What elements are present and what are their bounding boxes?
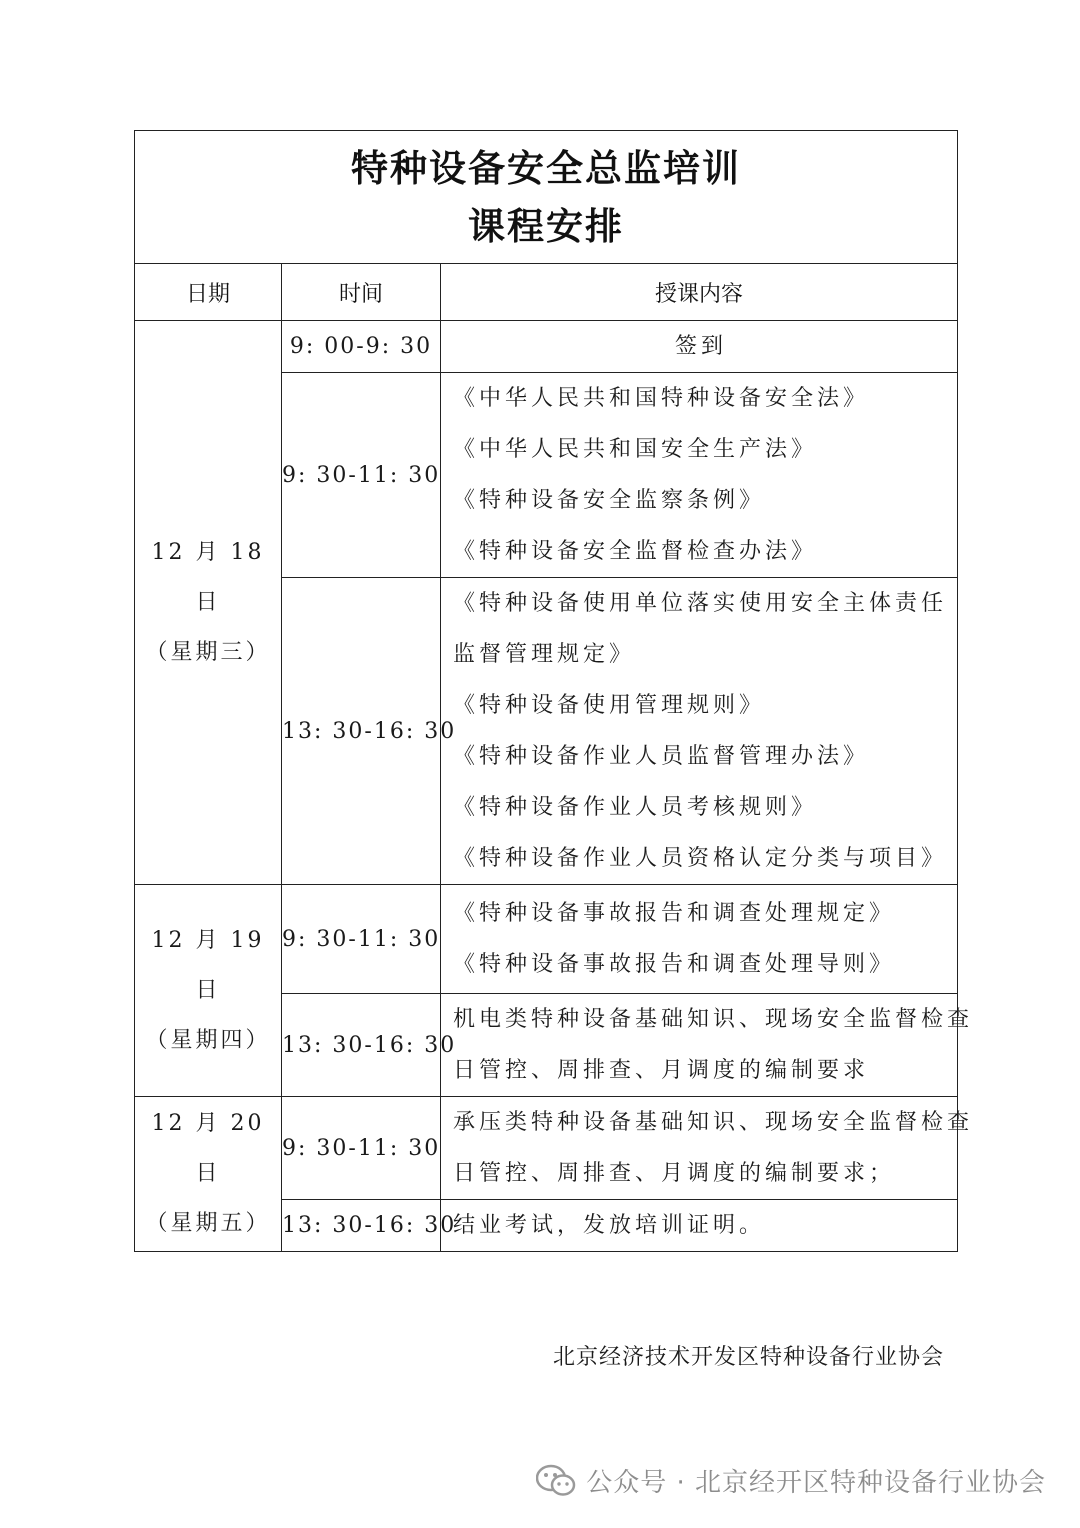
time-cell: 13: 30-16: 30	[282, 994, 441, 1097]
date-cell	[135, 1097, 282, 1252]
content-line: 承压类特种设备基础知识、现场安全监督检查	[453, 1110, 974, 1135]
content-line: 《特种设备使用管理规则》	[453, 693, 766, 718]
weekday-label: （星期四）	[145, 1027, 271, 1053]
content-line: 《特种设备作业人员考核规则》	[453, 795, 818, 820]
watermark-text: 公众号 · 北京经开区特种设备行业协会	[586, 1468, 1046, 1498]
session-row	[135, 885, 958, 994]
content-cell	[441, 1200, 958, 1252]
header-time: 时间	[282, 264, 441, 321]
content-line: 签到	[675, 334, 728, 359]
session-row	[135, 1097, 958, 1200]
date-label: 12 月 19 日	[151, 927, 265, 1003]
content-line: 监督管理规定》	[453, 642, 636, 667]
content-line: 《特种设备作业人员监督管理办法》	[453, 744, 870, 769]
content-line: 《特种设备安全监察条例》	[453, 488, 766, 513]
time-cell: 9: 30-11: 30	[282, 373, 441, 578]
content-line: 日管控、周排查、月调度的编制要求；	[453, 1161, 896, 1186]
content-line: 《特种设备事故报告和调查处理规定》	[453, 901, 896, 926]
content-line: 《特种设备使用单位落实使用安全主体责任	[453, 591, 948, 616]
footer-organization: 北京经济技术开发区特种设备行业协会	[552, 1345, 944, 1370]
content-line: 《特种设备作业人员资格认定分类与项目》	[453, 846, 948, 871]
wechat-icon	[536, 1464, 576, 1498]
date-cell	[135, 885, 282, 1097]
time-cell: 9: 00-9: 30	[282, 321, 441, 373]
content-line: 《特种设备安全监督检查办法》	[453, 539, 818, 564]
page-subtitle: 课程安排	[468, 204, 624, 248]
content-line: 结业考试，发放培训证明。	[453, 1213, 766, 1238]
date-label: 12 月 20 日	[151, 1111, 265, 1186]
content-cell	[441, 321, 958, 373]
content-line: 机电类特种设备基础知识、现场安全监督检查	[453, 1007, 974, 1032]
time-cell: 9: 30-11: 30	[282, 885, 441, 994]
content-cell	[441, 373, 958, 578]
date-cell	[135, 321, 282, 885]
content-cell	[441, 885, 958, 994]
date-label: 12 月 18 日	[151, 539, 265, 615]
content-cell	[441, 1097, 974, 1200]
time-cell: 13: 30-16: 30	[282, 578, 441, 885]
header-row	[135, 264, 958, 321]
header-date: 日期	[135, 264, 282, 321]
content-line: 《中华人民共和国特种设备安全法》	[453, 386, 870, 411]
watermark	[536, 1462, 1046, 1499]
content-line: 《中华人民共和国安全生产法》	[453, 437, 818, 462]
schedule-table	[134, 130, 974, 1252]
content-cell	[441, 578, 958, 885]
weekday-label: （星期三）	[145, 639, 271, 665]
header-content: 授课内容	[441, 264, 958, 321]
time-cell: 9: 30-11: 30	[282, 1097, 441, 1200]
weekday-label: （星期五）	[145, 1211, 271, 1236]
content-cell	[441, 994, 974, 1097]
session-row	[135, 321, 958, 373]
content-line: 日管控、周排查、月调度的编制要求	[453, 1058, 870, 1083]
time-cell: 13: 30-16: 30	[282, 1200, 441, 1252]
page-title: 特种设备安全总监培训	[351, 146, 741, 190]
title-cell	[135, 131, 958, 264]
content-line: 《特种设备事故报告和调查处理导则》	[453, 952, 896, 977]
